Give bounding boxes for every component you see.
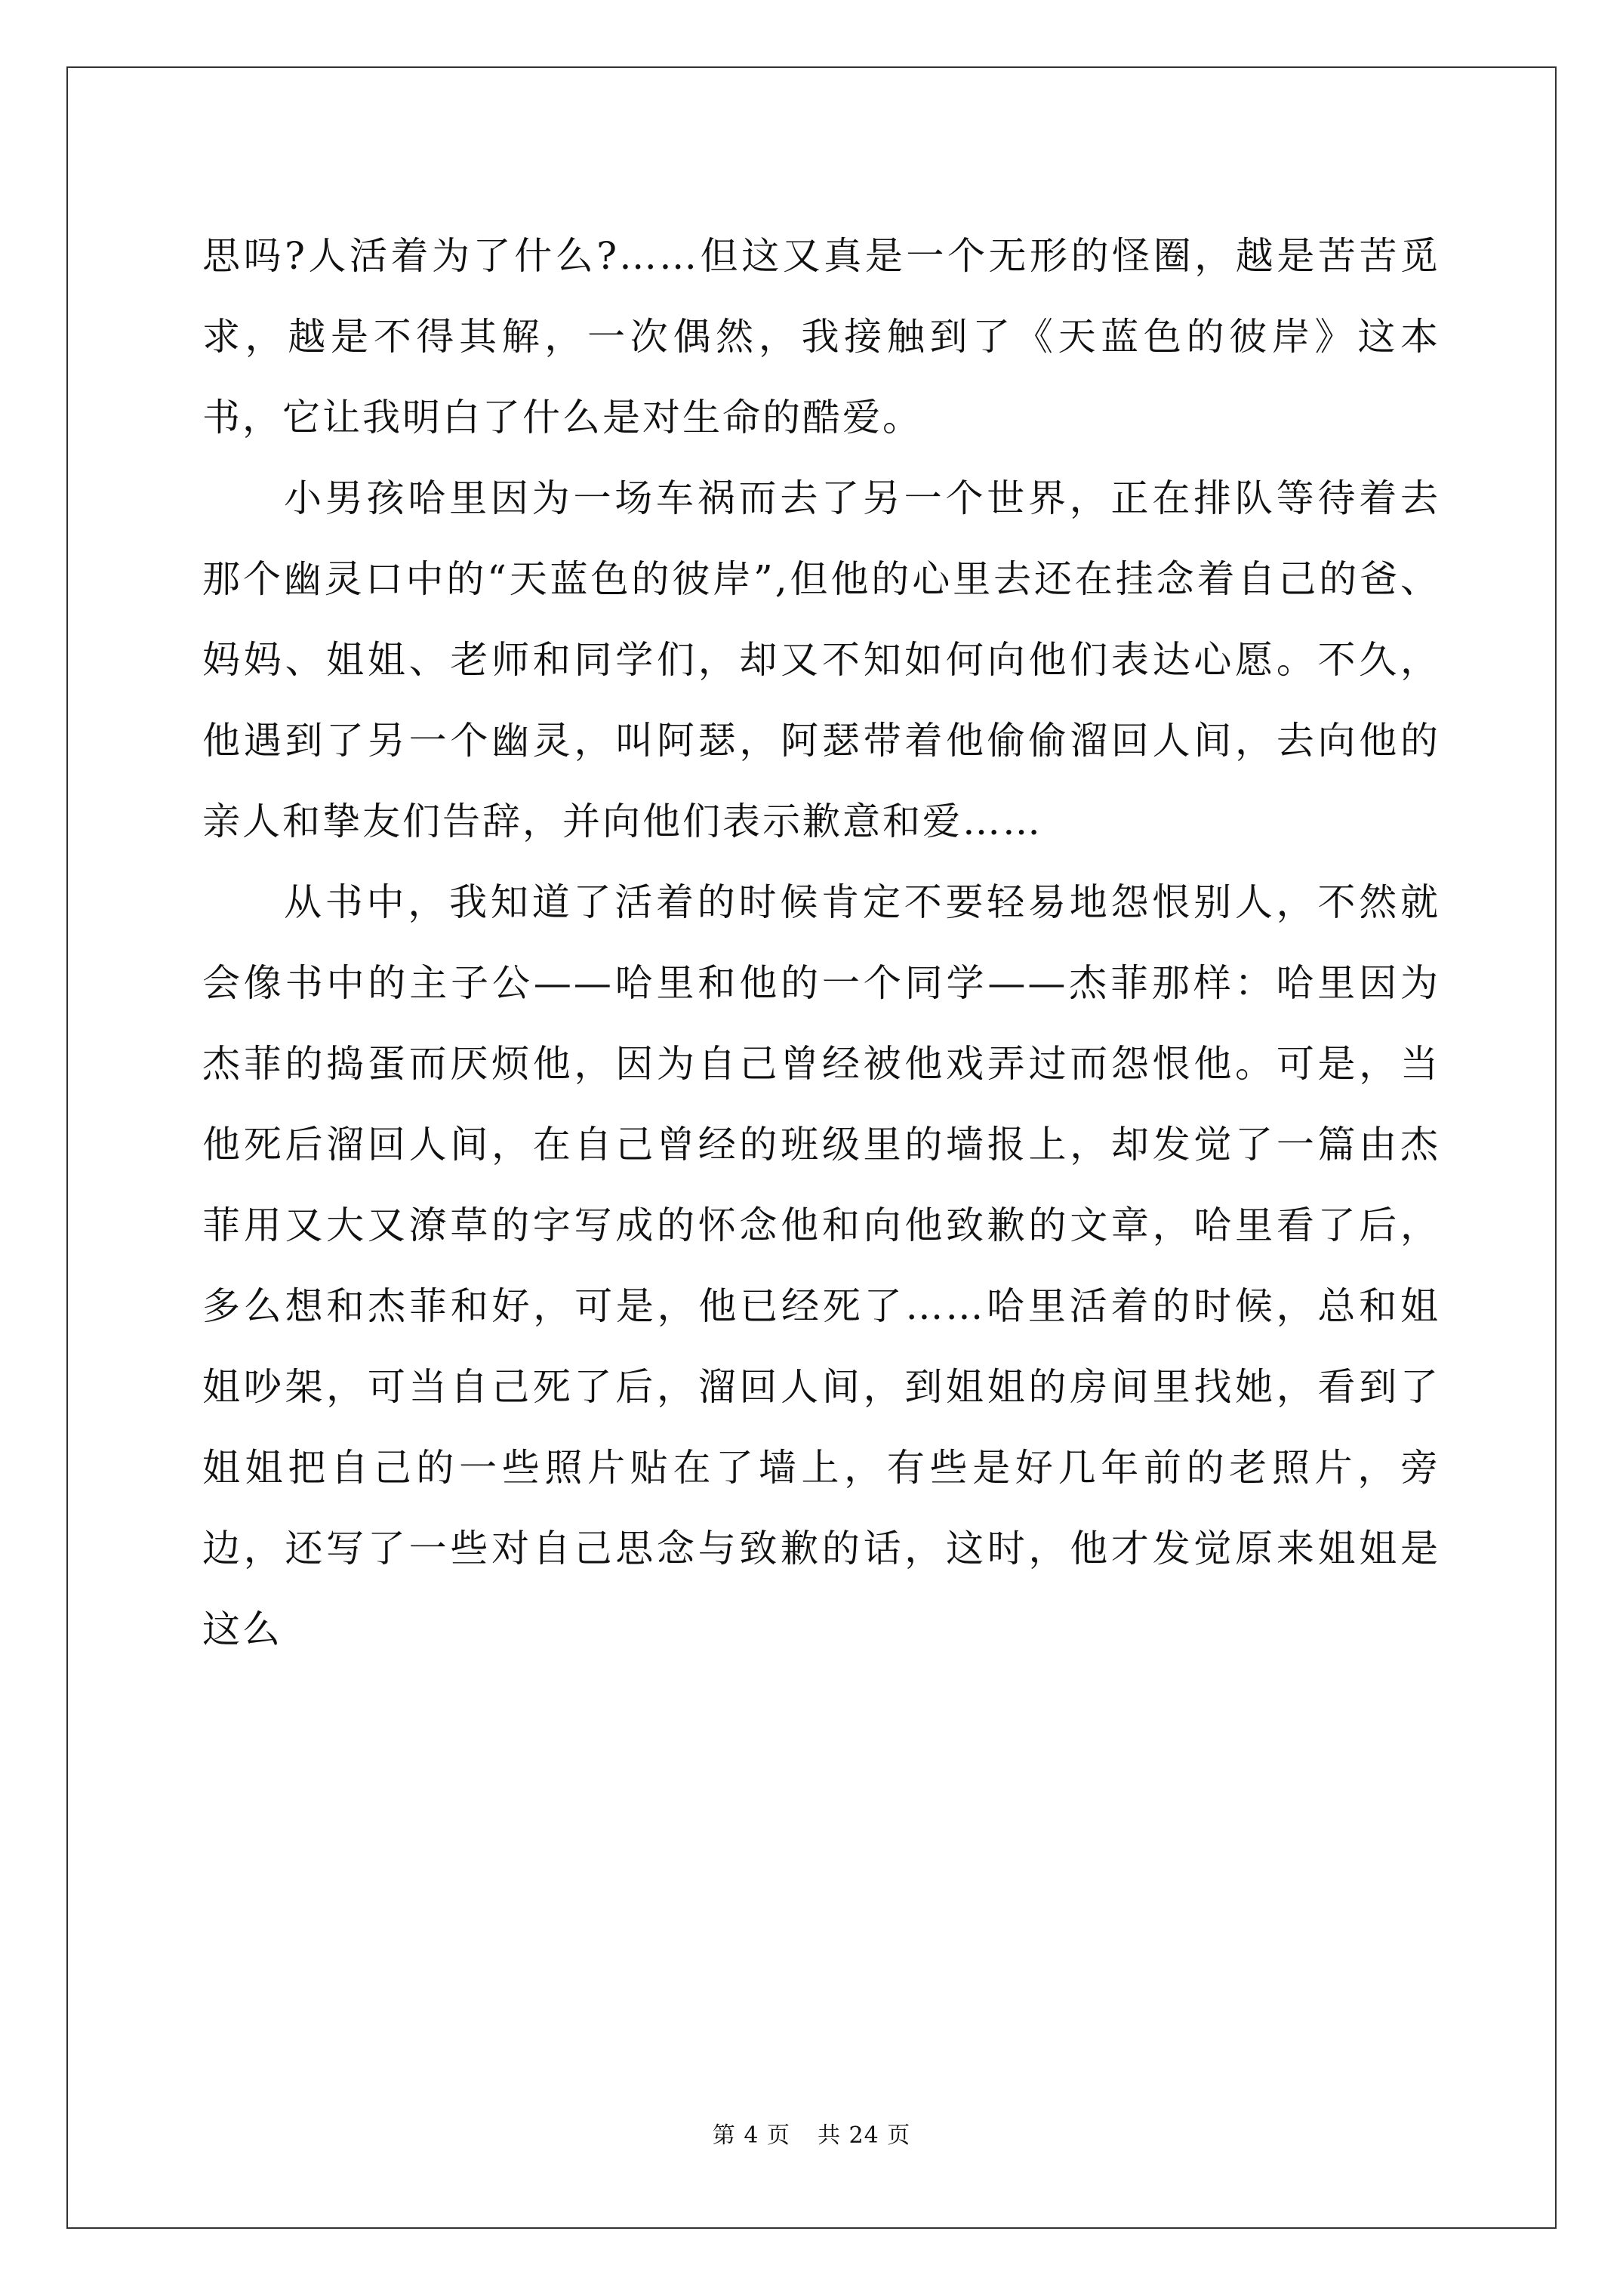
- paragraph-1: 思吗?人活着为了什么?……但这又真是一个无形的怪圈，越是苦苦觅求，越是不得其解，一次偶然，我接触到了《天蓝色的彼岸》这本书，它让我明白了什么是对生命的酷爱。: [202, 234, 1440, 439]
- page-total: 共 24 页: [817, 2122, 911, 2149]
- document-body: [202, 216, 1440, 1670]
- page-footer: [0, 2116, 1623, 2150]
- page-number: 第 4 页: [712, 2122, 790, 2149]
- paragraph-3: 从书中，我知道了活着的时候肯定不要轻易地怨恨别人，不然就会像书中的主子公——哈里和他的一个同学——杰菲那样：哈里因为杰菲的捣蛋而厌烦他，因为自己曾经被他戏弄过而怨恨他。可是，当他死后溜回人间，在自己曾经的班级里的墙报上，却发觉了一篇由杰菲用又大又潦草的字写成的怀念他和向他致歉的文章，哈里看了后，多么想和杰菲和好，可是，他已经死了……哈里活着的时候，总和姐姐吵架，可当自己死了后，溜回人间，到姐姐的房间里找她，看到了姐姐把自己的一些照片贴在了墙上，有些是好几年前的老照片，旁边，还写了一些对自己思念与致歉的话，这时，他才发觉原来姐姐是这么: [202, 880, 1440, 1651]
- paragraph-2: 小男孩哈里因为一场车祸而去了另一个世界，正在排队等待着去那个幽灵口中的“天蓝色的彼岸”,但他的心里去还在挂念着自己的爸、妈妈、姐姐、老师和同学们，却又不知如何向他们表达心愿。不久，他遇到了另一个幽灵，叫阿瑟，阿瑟带着他偷偷溜回人间，去向他的亲人和挚友们告辞，并向他们表示歉意和爱……: [202, 476, 1440, 843]
